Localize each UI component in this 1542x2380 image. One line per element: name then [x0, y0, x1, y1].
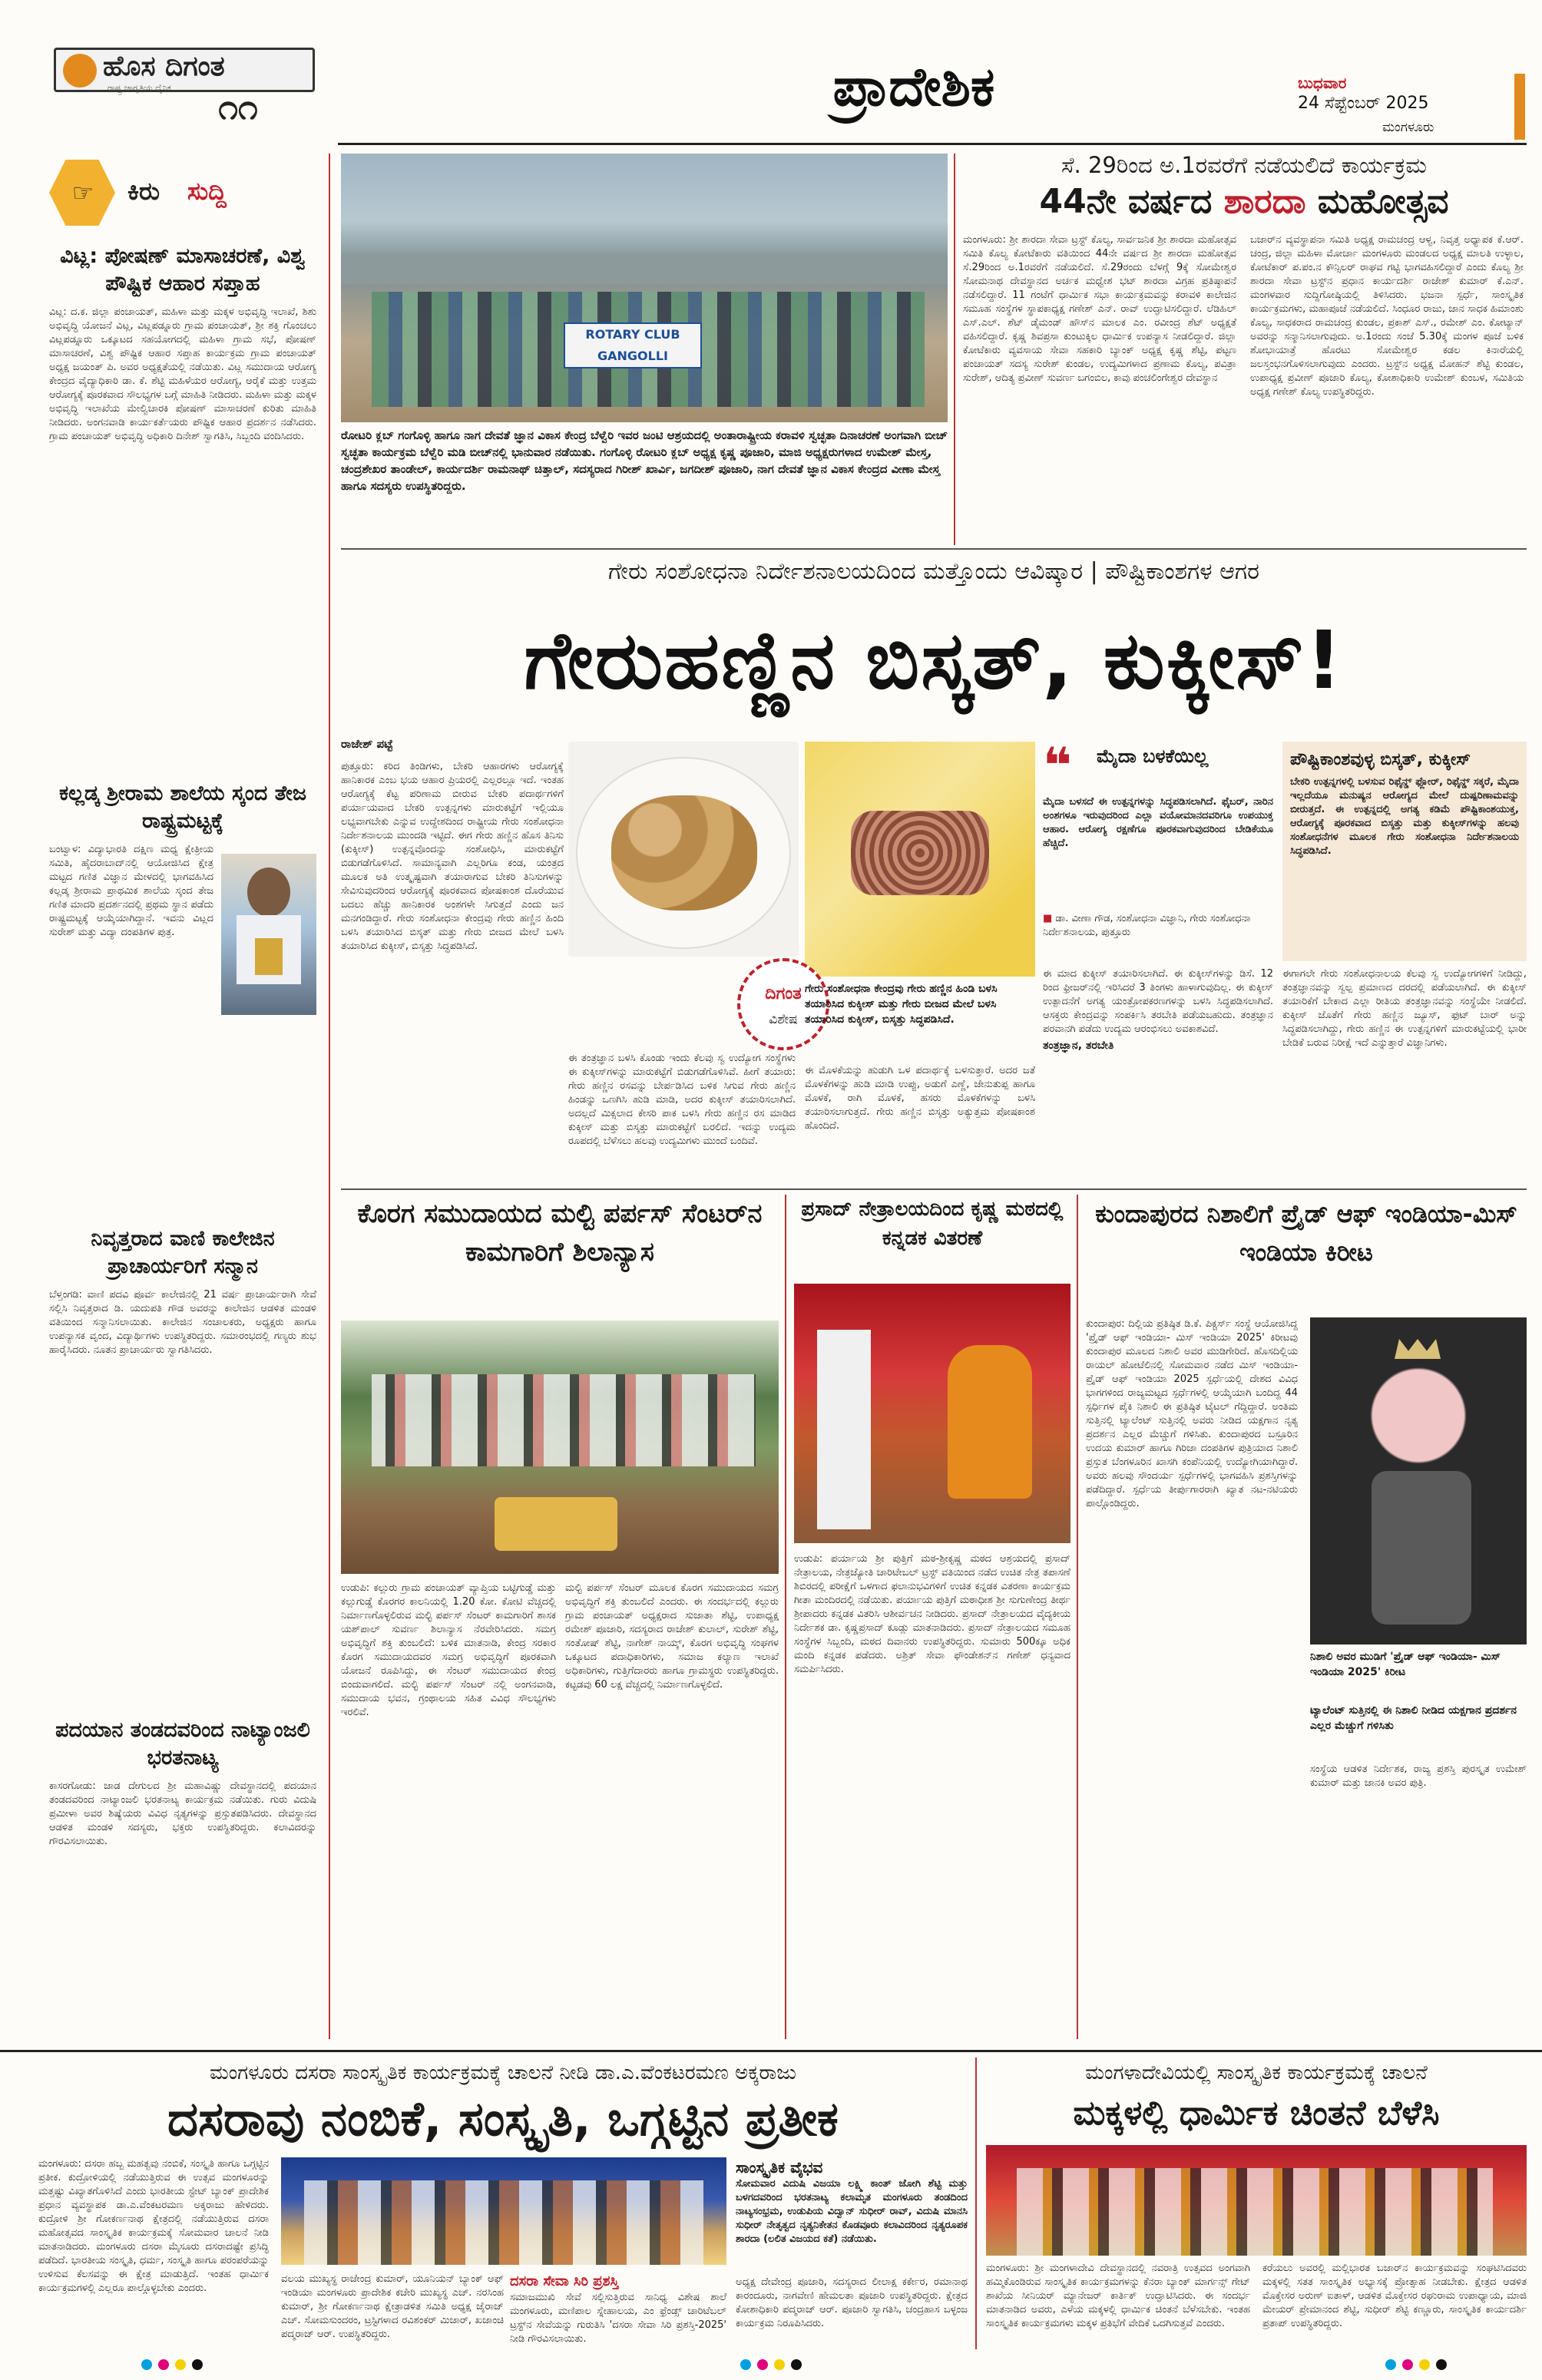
magenta-dot: [757, 2359, 768, 2370]
brand-name: ಹೊಸ ದಿಗಂತ: [103, 51, 225, 82]
biscuit-body-4: ಈ ಮಾದ ಕುಕ್ಕೀಸ್ ತಯಾರಿಸಲಾಗಿದೆ. ಈ ಕುಕ್ಕೀಸ್‌ಗಳನ್ನು ಡಿಸೆ. 12 ರಿಂದ ಫ್ರೀಜರ್‌ನಲ್ಲಿ ಇರಿಸಿದರೆ 3 ತಿಂಗಳು ಹಾಳಾಗುವುದಿಲ್ಲ. ಈ ಕುಕ್ಕೀಸ್ ಉತ್ಪಾದನೆಗೆ ಅಗತ್ಯ ಯಂತ್ರೋಪಕರಣಗಳನ್ನು ಬಳಸಿ ಸಿದ್ಧಪಡಿಸಲಾಗಿದೆ. ಆಸಕ್ತರು ಕೇಂದ್ರವನ್ನು ಸಂಪರ್ಕಿಸಿ ತರಬೇತಿ ಪಡೆಯಬಹುದು. ತಂತ್ರಜ್ಞಾನ ಪರವಾನಗಿ ಪಡೆದು ಉದ್ಯಮ ಆರಂಭಿಸಲು ಅವಕಾಶವಿದೆ. ತಂತ್ರಜ್ಞಾನ, ತರಬೇತಿ: [1043, 968, 1273, 1052]
guests-on-stage: [1017, 2168, 1493, 2256]
digantha-special-badge: ದಿಗಂತ ವಿಶೇಷ: [737, 958, 829, 1050]
official-figure: [817, 1330, 871, 1529]
yellow-dot: [175, 2359, 186, 2370]
miss-india-caption-1: ನಿಶಾಲಿ ಅವರ ಮುಡಿಗೆ 'ಪ್ರೈಡ್ ಆಫ್ ಇಂಡಿಯಾ- ಮಿಸ್ ಇಂಡಿಯಾ 2025' ಕಿರೀಟ: [1310, 1651, 1501, 1678]
koraga-title: ಕೊರಗ ಸಮುದಾಯದ ಮಲ್ಟಿ ಪರ್ಪಸ್ ಸೆಂಟರ್‌ನ ಕಾಮಗಾರಿಗೆ ಶಿಲಾನ್ಯಾಸ: [357, 1198, 763, 1268]
miss-india-title: ಕುಂದಾಪುರದ ನಿಶಾಲಿಗೆ ಪ್ರೈಡ್ ಆಫ್ ಇಂಡಿಯಾ-ಮಿಸ್ ಇಂಡಿಯಾ ಕಿರೀಟ: [1095, 1199, 1517, 1267]
mangaladevi-body-2: ಕರೆಯಲು ಅವರಲ್ಲಿ ಮಲ್ಲಿಭಾರತ ಬಜಾರ್‌ನ ಕಾರ್ಯಕ್ರಮವನ್ನು ಸಂಘಟಿಸಿದವರು ಮಕ್ಕಳಲ್ಲಿ ಸತತ ಸಾಂಸ್ಕೃತಿಕ ಅಭ್ಯಾಸಕ್ಕೆ ಪ್ರೋತ್ಸಾಹ ನೀಡಬೇಕು. ಕ್ಷೇತ್ರದ ಆಡಳಿತ ಮೊಕ್ತೇಸರ ಅರುಣ್ ಐತಾಳ್, ಆಡಳಿತ ಮೊಕ್ತೇಸರ ರಘುರಾಮ ಉಪಾಧ್ಯಾಯ, ಮಾಜಿ ಮೇಯರ್ ಪ್ರೇಮಾನಂದ ಶೆಟ್ಟಿ, ಸುಧೀರ್ ಶೆಟ್ಟಿ ಕಣ್ಣೂರು, ಸಾಂಸ್ಕೃತಿಕ ಕಾರ್ಯದರ್ಶಿ ಪ್ರತಾಪ್ ಉಪಸ್ಥಿತರಿದ್ದರು.: [1262, 2263, 1527, 2329]
rotary-caption: ರೋಟರಿ ಕ್ಲಬ್ ಗಂಗೊಳ್ಳಿ ಹಾಗೂ ನಾಗ ದೇವತೆ ಜ್ಞಾನ ವಿಕಾಸ ಕೇಂದ್ರ ಬೆಳ್ವೆರಿ ಇವರ ಜಂಟಿ ಆಶ್ರಯದಲ್ಲಿ ಅಂತಾರಾಷ್ಟ್ರೀಯ ಕರಾವಳಿ ಸ್ವಚ್ಛತಾ ದಿನಾಚರಣೆ ಅಂಗವಾಗಿ ಬೀಚ್ ಸ್ವಚ್ಛತಾ ಕಾರ್ಯಕ್ರಮ ಬೆಳ್ವೆರಿ ಮಡಿ ಬೀಚ್‌ನಲ್ಲಿ ಭಾನುವಾರ ನಡೆಯಿತು. ಗಂಗೊಳ್ಳಿ ರೋಟರಿ ಕ್ಲಬ್ ಅಧ್ಯಕ್ಷ ಕೃಷ್ಣ ಪೂಜಾರಿ, ಮಾಜಿ ಅಧ್ಯಕ್ಷರುಗಳಾದ ಉಮೇಶ್ ಮೇಸ್ತ, ಚಂದ್ರಶೇಖರ ತಾಂಡೇಲ್, ಕಾರ್ಯದರ್ಶಿ ರಾಮನಾಥ್ ಚಿತ್ತಾಲ್, ಸದಸ್ಯರಾದ ಗಿರೀಶ್ ಖಾರ್ವಿ, ಜಗದೀಶ್ ಪೂಜಾರಿ, ನಾಗ ದೇವತೆ ಜ್ಞಾನ ವಿಕಾಸ ಕೇಂದ್ರದ ವೀಣಾ ಮೇಸ್ತ ಹಾಗೂ ಸದಸ್ಯರು ಉಪಸ್ಥಿತರಿದ್ದರು.: [341, 428, 948, 493]
dasara-award: ದಸರಾ ಸೇವಾ ಸಿರಿ ಪ್ರಶಸ್ತಿ ಸಮಾಜಮುಖಿ ಸೇವೆ ಸಲ್ಲಿಸುತ್ತಿರುವ ಸಾನಿಧ್ಯ ವಿಶೇಷ ಶಾಲೆ ಮಂಗಳೂರು, ಮಣಿಪಾಲ ಸ್ನೇಹಾಲಯ, ಎಂ ಫ್ರೆಂಡ್ಸ್ ಚಾರಿಟೆಬಲ್ ಟ್ರಸ್ಟ್‌ನ ಸೇವೆಯನ್ನು ಗುರುತಿಸಿ 'ದಸರಾ ಸೇವಾ ಸಿರಿ ಪ್ರಶಸ್ತಿ-2025' ನೀಡಿ ಗೌರವಿಸಲಾಯಿತು.: [510, 2273, 726, 2345]
prasad-story: [794, 1195, 1070, 2039]
sharada-title: 44ನೇ ವರ್ಷದ ಶಾರದಾ ಮಹೋತ್ಸವ: [1039, 182, 1449, 221]
kirusuddi-column: [38, 150, 324, 2041]
dasara-body-4: ಅಧ್ಯಕ್ಷ ದೇವೇಂದ್ರ ಪೂಜಾರಿ, ಸದಸ್ಯರಾದ ಲೀಲಾಕ್ಷ ಕರ್ಕೇರ, ರಮಾನಾಥ ಕಾರಂದೂರು, ನಾಗವೇಣಿ ಹೇಮಲತಾ ಪೂಜಾರಿ ಉಪಸ್ಥಿತರಿದ್ದರು. ಕ್ಷೇತ್ರದ ಕೋಶಾಧಿಕಾರಿ ಪದ್ಮರಾಜ್ ಆರ್. ಪೂಜಾರಿ ಸ್ವಾಗತಿಸಿ, ಚಂದ್ರಹಾಸ ಬಳ್ಳಂಜ ಕಾರ್ಯಕ್ರಮ ನಿರೂಪಿಸಿದರು.: [736, 2276, 968, 2329]
column-rule: [954, 154, 955, 545]
biscuit-body-3: ಈ ಮೊಳಕೆಯನ್ನು ಹುಡುಗಿ ಒಳ ಪದಾರ್ಥಕ್ಕೆ ಬಳಸುತ್ತಾರೆ. ಅದರ ಜತೆ ಮೊಳಕೆಗಳನ್ನು ಹುಡಿ ಮಾಡಿ ಉಪ್ಪು, ಅಡುಗೆ ಎಣ್ಣೆ, ಜೇನುತುಪ್ಪ ಹಾಗೂ ಮೊಳಕೆ, ರಾಗಿ ಮೊಳಕೆ, ಹಸರು ಮೊಳಕೆಗಳನ್ನು ಬಳಸಿ ತಯಾರಿಸಲಾಗುತ್ತದೆ. ಗೇರು ಹಣ್ಣಿನ ಬಿಸ್ಕತ್ತು ಅತ್ಯುತ್ತಮ ಪೋಷಕಾಂಶ ಹೊಂದಿದೆ.: [805, 1065, 1035, 1132]
masthead-day: ಬುಧವಾರ: [1298, 74, 1347, 92]
seer-figure: [948, 1345, 1032, 1499]
prasad-title: ಪ್ರಸಾದ್ ನೇತ್ರಾಲಯದಿಂದ ಕೃಷ್ಣ ಮಠದಲ್ಲಿ ಕನ್ನಡಕ ವಿತರಣೆ: [801, 1198, 1064, 1250]
mangaladevi-body-1: ಮಂಗಳೂರು: ಶ್ರೀ ಮಂಗಳಾದೇವಿ ದೇವಸ್ಥಾನದಲ್ಲಿ ನವರಾತ್ರಿ ಉತ್ಸವದ ಅಂಗವಾಗಿ ಹಮ್ಮಿಕೊಂಡಿರುವ ಸಾಂಸ್ಕೃತಿಕ ಕಾರ್ಯಕ್ರಮಗಳನ್ನು ಕೆನರಾ ಬ್ಯಾಂಕ್ ಮಾರ್ಗನ್ಸ್ ಗೇಟ್ ಶಾಖೆಯ ಸೀನಿಯರ್ ಮ್ಯಾನೇಜರ್ ಕಾರ್ತಿಕ್ ಉದ್ಘಾಟಿಸಿದರು. ಈ ಸಂದರ್ಭ ಮಾತನಾಡಿದ ಅವರು, ಎಳೆಯ ಮಕ್ಕಳಲ್ಲಿ ಧಾರ್ಮಿಕ ಚಿಂತನೆ ಬೆಳೆಸಬೇಕು. ಇಂತಹ ಸಾಂಸ್ಕೃತಿಕ ಕಾರ್ಯಕ್ರಮಗಳು ಮಕ್ಕಳ ಪ್ರತಿಭೆಗೆ ವೇದಿಕೆ ಒದಗಿಸುತ್ತವೆ ಎಂದರು.: [986, 2263, 1250, 2329]
black-dot: [192, 2359, 203, 2370]
column-rule: [329, 154, 330, 2039]
section-rule: [0, 2050, 1542, 2052]
brief-skanda: [49, 780, 316, 1225]
column-rule: [975, 2058, 977, 2349]
biscuit-body-1: ಪುತ್ತೂರು: ಕರಿದ ತಿಂಡಿಗಳು, ಬೇಕರಿ ಆಹಾರಗಳು ಆರೋಗ್ಯಕ್ಕೆ ಹಾನಿಕಾರಕ ಎಂಬ ಭಯ ಆಹಾರ ಪ್ರಿಯರಲ್ಲಿ ಎಲ್ಲರಲ್ಲೂ ಇದೆ. ಇಂತಹ ಆರೋಗ್ಯಕ್ಕೆ ಕೆಟ್ಟ ಪರಿಣಾಮ ಬೀರುವ ಬೇಕರಿ ಪದಾರ್ಥಗಳಿಗೆ ಪರ್ಯಾಯವಾದ ಬೇಕರಿ ಉತ್ಪನ್ನಗಳು ಮಾರುಕಟ್ಟೆಗೆ ಇಲ್ಲಿಯೂ ಲಭ್ಯವಾಗಬೇಕು ಎನ್ನುವ ಉದ್ದೇಶದಿಂದ ರಾಷ್ಟ್ರೀಯ ಗೇರು ಸಂಶೋಧನಾ ನಿರ್ದೇಶನಾಲಯ ಮುಂದಡಿ ಇಟ್ಟಿದೆ. ಈಗ ಗೇರು ಹಣ್ಣಿನ ಹೊಸ ತಿನಿಸು (ಕುಕ್ಕೀಸ್) ಉತ್ಪನ್ನವೊಂದನ್ನು ಸಂಶೋಧಿಸಿ, ಮಾರುಕಟ್ಟೆಗೆ ಬಿಡುಗಡೆಗೊಳಿಸಿದೆ. ಸಾಮಾನ್ಯವಾಗಿ ಎಲ್ಲರಿಗೂ ಕಂಡ, ಯಂತ್ರದ ಮೂಲಕ ಅತಿ ಉತ್ಕೃಷ್ಟವಾಗಿ ತಯಾರಾಗುವ ಬೇಕರಿ ತಿನಿಸುಗಳನ್ನು ಸೇವಿಸುವುದರಿಂದ ಆರೋಗ್ಯಕ್ಕೆ ಪೂರಕವಾದ ಪೋಷಕಾಂಶ ದೊರೆಯುವ ಬದಲು ಹೆಚ್ಚು ಹಾನಿಕಾರಕ ಅಂಶಗಳೇ ಸಿಗುತ್ತದೆ ಎಂದು ಜನ ಮನಗಂಡಿದ್ದಾರೆ. ಗೇರು ಸಂಶೋಧನಾ ಕೇಂದ್ರವು ಗೇರು ಹಣ್ಣಿನ ಹಿಂದಿ ಬಳಸಿ ತಯಾರಿಸಿದ ಬಿಸ್ಕತ್ ಮತ್ತು ಗೇರು ಬೀಜದ ಮೇಲೆ ಬಳಸಿ ತಯಾರಿಸಿದ ಕುಕ್ಕೀಸ್, ಬಿಸ್ಕತ್ತು ಸಿದ್ಧಪಡಿಸಿದೆ.: [341, 761, 564, 952]
ritual-area: [495, 1497, 617, 1551]
brief-title: ಪದಯಾನ ತಂಡದವರಿಂದ ನಾಟ್ಯಾಂಜಲಿ ಭರತನಾಟ್ಯ: [55, 1718, 310, 1770]
yellow-dot: [774, 2359, 785, 2370]
biscuit-body-2: ಈ ತಂತ್ರಜ್ಞಾನ ಬಳಸಿ ಕೊಂಡು ಇಂದು ಕೆಲವು ಸ್ವ ಉದ್ಯೋಗ ಸಂಸ್ಥೆಗಳು ಈ ಕುಕ್ಕೀಸ್‌ಗಳನ್ನು ಮಾರುಕಟ್ಟೆಗೆ ಬಿಡುಗಡೆಗೊಳಿಸಿವೆ. ಹೀಗೆ ತಯಾರು: ಗೇರು ಹಣ್ಣಿನ ರಸವನ್ನು ಬೇರ್ಪಡಿಸಿದ ಬಳಿಕ ಸಿಗುವ ಗೇರು ಹಣ್ಣಿನ ಹಿಂಡನ್ನು ಒಣಗಿಸಿ ಹುಡಿ ಮಾಡಿ, ಅದರ ಕುಕ್ಕೀಸ್ ತಯಾರಿಸಲಾಗಿದೆ. ಅದಲ್ಲದೆ ಮಿಕ್ಸಲಾದ ಕೇಸರಿ ಪಾಕ ಬಳಸಿ ಗೇರು ಹಣ್ಣಿನ ರಸ ಮಾಡಿದ ಕುಕ್ಕೀಸ್ ಮತ್ತು ಬಿಸ್ಕತ್ತು ಮಾರುಕಟ್ಟೆಗೆ ಬರಲಿದೆ. ಇದನ್ನು ಉದ್ಯಮ ರೂಪದಲ್ಲಿ ಬೆಳೆಸಲು ಹಲವು ಉದ್ಯಮಿಗಳು ಮುಂದೆ ಬಂದಿವೆ.: [568, 1053, 796, 1147]
section-rule: [341, 548, 1527, 550]
brief-vitla: [49, 243, 316, 780]
prasad-body: ಉಡುಪಿ: ಪರ್ಯಾಯ ಶ್ರೀ ಪುತ್ತಿಗೆ ಮಠ-ಶ್ರೀಕೃಷ್ಣ ಮಠದ ಆಶ್ರಯದಲ್ಲಿ ಪ್ರಸಾದ್ ನೇತ್ರಾಲಯ, ನೇತ್ರಜ್ಯೋತಿ ಚಾರಿಟೇಬಲ್ ಟ್ರಸ್ಟ್ ವತಿಯಿಂದ ನಡೆದ ಉಚಿತ ನೇತ್ರ ತಪಾಸಣೆ ಶಿಬಿರದಲ್ಲಿ ಪರೀಕ್ಷೆಗೆ ಒಳಗಾದ ಫಲಾನುಭವಿಗಳಿಗೆ ಉಚಿತ ಕನ್ನಡಕ ವಿತರಣಾ ಕಾರ್ಯಕ್ರಮ ಗೀತಾ ಮಂದಿರದಲ್ಲಿ ನಡೆಯಿತು. ಪರ್ಯಾಯ ಪುತ್ತಿಗೆ ಮಠಾಧೀಶ ಶ್ರೀ ಸುಗುಣೇಂದ್ರ ತೀರ್ಥ ಶ್ರೀಪಾದರು ಕನ್ನಡಕ ವಿತರಿಸಿ ಆಶೀರ್ವಚನ ನೀಡಿದರು. ಪ್ರಸಾದ್ ನೇತ್ರಾಲಯದ ವೈದ್ಯಕೀಯ ನಿರ್ದೇಶಕ ಡಾ. ಕೃಷ್ಣಪ್ರಸಾದ್ ಕೂಡ್ಲು ಮಾತನಾಡಿದರು. ಪ್ರಸಾದ್ ನೇತ್ರಾಲಯದ ಸಮೂಹ ಸಂಸ್ಥೆಗಳ ಸಿಬ್ಬಂದಿ, ಮಠದ ದಿವಾನರು ಉಪಸ್ಥಿತರಿದ್ದರು. ಸುಮಾರು 500ಕ್ಕೂ ಅಧಿಕ ಮಂದಿ ಕನ್ನಡಕ ಪಡೆದರು. ಅಶ್ರಿತ್ ಸೇವಾ ಫೌಂಡೇಶನ್‌ನ ಗಣೇಶ್ ಧನ್ಯವಾದ ಸಮರ್ಪಿಸಿದರು.: [794, 1553, 1070, 1675]
brief-title: ವಿಟ್ಲ: ಪೋಷಣ್ ಮಾಸಾಚರಣೆ, ವಿಶ್ವ ಪೌಷ್ಟಿಕ ಆಹಾರ ಸಪ್ತಾಹ: [60, 244, 306, 296]
brief-title: ಕಲ್ಲಡ್ಕ ಶ್ರೀರಾಮ ಶಾಲೆಯ ಸ್ಕಂದ ತೇಜ ರಾಷ್ಟ್ರಮಟ್ಟಕ್ಕೆ: [58, 782, 307, 833]
roll-cookies: [851, 811, 989, 895]
mangaladevi-title: ಮಕ್ಕಳಲ್ಲಿ ಧಾರ್ಮಿಕ ಚಿಂತನೆ ಬೆಳೆಸಿ: [1073, 2094, 1440, 2133]
kirusuddi-label-b: ಸುದ್ದಿ: [187, 177, 227, 206]
brief-body: ಬಂಟ್ವಾಳ: ವಿದ್ಯಾಭಾರತಿ ದಕ್ಷಿಣ ಮಧ್ಯ ಕ್ಷೇತ್ರೀಯ ಸಮಿತಿ, ಹೈದರಾಬಾದ್‌ನಲ್ಲಿ ಆಯೋಜಿಸಿದ ಕ್ಷೇತ್ರ ಮಟ್ಟದ ಗಣಿತ ವಿಜ್ಞಾನ ಮೇಳದಲ್ಲಿ ಭಾಗವಹಿಸಿದ ಕಲ್ಲಡ್ಕ ಶ್ರೀರಾಮ ಪ್ರಾಥಮಿಕ ಶಾಲೆಯ ಸ್ಕಂದ ತೇಜ ಗಣಿತ ಮಾದರಿ ಪ್ರದರ್ಶನದಲ್ಲಿ ಪ್ರಥಮ ಸ್ಥಾನ ಪಡೆದು ರಾಷ್ಟ್ರಮಟ್ಟಕ್ಕೆ ಆಯ್ಕೆಯಾಗಿದ್ದಾನೆ. ಇವನು ವಿಟ್ಲದ ಸುರೇಶ್ ಮತ್ತು ವಿದ್ಯಾ ದಂಪತಿಗಳ ಪುತ್ರ.: [49, 844, 213, 938]
masthead: [0, 0, 1542, 161]
magenta-dot: [1402, 2359, 1413, 2370]
biscuit-byline: ರಾಜೇಶ್ ಪಟ್ಟೆ: [341, 737, 393, 751]
registration-dots-left: [138, 2359, 215, 2374]
kirusuddi-label-a: ಕಿರು: [127, 177, 160, 206]
dasara-body-2: ವಲಯ ಮುಖ್ಯಸ್ಥ ರಾಜೇಂದ್ರ ಕುಮಾರ್, ಯೂನಿಯನ್ ಬ್ಯಾಂಕ್ ಆಫ್ ಇಂಡಿಯಾ ಮಂಗಳೂರು ಪ್ರಾದೇಶಿಕ ಕಚೇರಿ ಮುಖ್ಯಸ್ಥ ಎಚ್. ನರಸಿಂಹ ಕುಮಾರ್, ಶ್ರೀ ಗೋಕರ್ಣನಾಥ ಕ್ಷೇತ್ರಾಡಳಿತ ಸಮಿತಿ ಅಧ್ಯಕ್ಷ ಜೈರಾಜ್ ಎಚ್. ಸೋಮಸುಂದರಂ, ಟ್ರಸ್ಟಿಗಳಾದ ರವಿಶಂಕರ್ ಮಿಜಾರ್, ಖಜಾಂಚಿ ಪದ್ಮರಾಜ್ ಆರ್. ಉಪಸ್ಥಿತರಿದ್ದರು.: [281, 2273, 504, 2340]
sharada-story: [963, 150, 1525, 550]
student-photo: [221, 854, 316, 1015]
cookie-pile: [611, 795, 757, 911]
section-rule: [341, 1188, 1527, 1190]
mangaladevi-kicker: ಮಂಗಳಾದೇವಿಯಲ್ಲಿ ಸಾಂಸ್ಕೃತಿಕ ಕಾರ್ಯಕ್ರಮಕ್ಕೆ ಚಾಲನೆ: [1085, 2061, 1428, 2084]
dasara-title: ದಸರಾವು ನಂಬಿಕೆ, ಸಂಸ್ಕೃತಿ, ಒಗ್ಗಟ್ಟಿನ ಪ್ರತೀಕ: [167, 2091, 839, 2147]
crowd: [372, 1374, 756, 1466]
rotary-banner: ROTARY CLUB GANGOLLI: [564, 322, 702, 369]
kirusuddi-header: ☞ ಕಿರು ಸುದ್ದಿ: [49, 155, 310, 232]
black-dot: [1436, 2359, 1447, 2370]
biscuit-rolls-photo: [805, 742, 1035, 977]
brief-vani-college: [49, 1225, 316, 1701]
masthead-accent-bar: [1514, 74, 1525, 140]
cyan-dot: [141, 2359, 152, 2370]
koraga-body-2: ಮಲ್ಟಿ ಪರ್ಪಸ್ ಸೆಂಟರ್ ಮೂಲಕ ಕೊರಗ ಸಮುದಾಯದ ಸಮಗ್ರ ಅಭಿವೃದ್ಧಿಗೆ ಶಕ್ತಿ ತುಂಬಲಿದೆ ಎಂದರು. ಈ ಸಂದರ್ಭದಲ್ಲಿ ಕಲ್ಲುರು ಗ್ರಾಮ ಪಂಚಾಯತ್ ಅಧ್ಯಕ್ಷರಾದ ಸುಜಾತಾ ಶೆಟ್ಟಿ, ಉಪಾಧ್ಯಕ್ಷ ರಮೇಶ್ ಪೂಜಾರಿ, ಸದಸ್ಯರಾದ ರಾಜೇಶ್ ಕುಲಾಲ್, ಸುರೇಶ್ ಶೆಟ್ಟಿ, ಸಂತೋಷ್ ಶೆಟ್ಟಿ, ನಾಗೇಶ್ ನಾಯ್ಕ್, ಕೊರಗ ಅಭಿವೃದ್ಧಿ ಸಂಘಗಳ ಒಕ್ಕೂಟದ ಪದಾಧಿಕಾರಿಗಳು, ಸಮಾಜ ಕಲ್ಯಾಣ ಇಲಾಖೆ ಅಧಿಕಾರಿಗಳು, ಗುತ್ತಿಗೆದಾರರು ಹಾಗೂ ಗ್ರಾಮಸ್ಥರು ಉಪಸ್ಥಿತರಿದ್ದರು. ಕಟ್ಟಡವು 60 ಲಕ್ಷ ವೆಚ್ಚದಲ್ಲಿ ನಿರ್ಮಾಣಗೊಳ್ಳಲಿದೆ.: [565, 1582, 779, 1691]
sharada-kicker: ಸೆ. 29ರಿಂದ ಅ.1ರವರೆಗೆ ನಡೆಯಲಿದೆ ಕಾರ್ಯಕ್ರಮ: [1061, 152, 1427, 178]
maida-box: ❝ ಮೈದಾ ಬಳಕೆಯಿಲ್ಲ ಮೈದಾ ಬಳಸದೆ ಈ ಉತ್ಪನ್ನಗಳನ್ನು ಸಿದ್ಧಪಡಿಸಲಾಗಿದೆ. ಫೈಬರ್, ನಾರಿನ ಅಂಶಗಳೂ ಇರುವುದರಿಂದ ಎಲ್ಲಾ ವಯೋಮಾನದವರಿಗೂ ಉಪಯುಕ್ತ ಆಹಾರ. ಆರೋಗ್ಯ ರಕ್ಷಣೆಗೂ ಪೂರಕವಾಗುವುದರಿಂದ ಬೇಡಿಕೆಯೂ ಹೆಚ್ಚಿದೆ. ■ ಡಾ. ವೀಣಾ ಗೌಡ, ಸಂಶೋಧನಾ ವಿಜ್ಞಾನಿ, ಗೇರು ಸಂಶೋಧನಾ ನಿರ್ದೇಶನಾಲಯ, ಪುತ್ತೂರು: [1043, 742, 1273, 961]
lamp-icon: [63, 54, 97, 88]
koraga-body-1: ಉಡುಪಿ: ಕಲ್ಲುರು ಗ್ರಾಮ ಪಂಚಾಯತ್ ವ್ಯಾಪ್ತಿಯ ಬಟ್ಟಿಗುಡ್ಡೆ ಮತ್ತು ಕಲ್ಲುಗುಡ್ಡೆ ಕೊರಗರ ಕಾಲನಿಯಲ್ಲಿ 1.20 ಕೋ. ಕೋಟಿ ವೆಚ್ಚದಲ್ಲಿ ನಿರ್ಮಾಣಗೊಳ್ಳಲಿರುವ ಮಲ್ಟಿ ಪರ್ಪಸ್ ಸೆಂಟರ್ ಕಾಮಗಾರಿಗೆ ಶಾಸಕ ಯಶ್‌ಪಾಲ್ ಸುವರ್ಣ ಶಿಲಾನ್ಯಾಸ ನೆರವೇರಿಸಿದರು. ಸಮಗ್ರ ಅಭಿವೃದ್ಧಿಗೆ ಶಕ್ತಿ ತುಂಬಲಿದೆ: ಬಳಿಕ ಮಾತನಾಡಿ, ಕೇಂದ್ರ ಸರಕಾರ ಕೊರಗ ಸಮುದಾಯದವರ ಸಮಗ್ರ ಅಭಿವೃದ್ಧಿಗೆ ಪೂರಕವಾಗಿ ಯೋಜನೆ ರೂಪಿಸಿದ್ದು, ಈ ಸೆಂಟರ್ ಸಮುದಾಯದ ಕೇಂದ್ರ ಬಿಂದುವಾಗಲಿದೆ. ಮಲ್ಟಿ ಪರ್ಪಸ್ ಸೆಂಟರ್ ನಲ್ಲಿ ಅಂಗನವಾಡಿ, ಸಮುದಾಯ ಭವನ, ಗ್ರಂಥಾಲಯ ಸಹಿತ ವಿವಿಧ ಸೌಲಭ್ಯಗಳು ಇರಲಿವೆ.: [341, 1582, 556, 1718]
black-dot: [791, 2359, 802, 2370]
brief-body: ವಿಟ್ಲ: ದ.ಕ. ಜಿಲ್ಲಾ ಪಂಚಾಯತ್, ಮಹಿಳಾ ಮತ್ತು ಮಕ್ಕಳ ಅಭಿವೃದ್ಧಿ ಇಲಾಖೆ, ಶಿಶು ಅಭಿವೃದ್ಧಿ ಯೋಜನೆ ವಿಟ್ಲ, ವಿಟ್ಲಪಡ್ನೂರು ಗ್ರಾಮ ಪಂಚಾಯತ್, ಶ್ರೀ ಶಕ್ತಿ ಗೊಂಚಲು ವಿಟ್ಲಪಡ್ನೂರು ಒಕ್ಕೂಟದ ಸಹಯೋಗದಲ್ಲಿ ಮಹಿಳಾ ಗ್ರಾಮ ಸಭೆ, ಪೋಷಣ್ ಮಾಸಾಚರಣೆ, ವಿಶ್ವ ಪೌಷ್ಟಿಕ ಆಹಾರ ಸಪ್ತಾಹ ಕಾರ್ಯಕ್ರಮ ಗ್ರಾಮ ಪಂಚಾಯತ್ ಅಧ್ಯಕ್ಷ ಜಯಂತ್ ಪಿ. ಅವರ ಅಧ್ಯಕ್ಷತೆಯಲ್ಲಿ ನಡೆಯಿತು. ವಿಟ್ಲ ಸಮುದಾಯ ಆರೋಗ್ಯ ಕೇಂದ್ರದ ವೈದ್ಯಾಧಿಕಾರಿ ಡಾ. ಕೆ. ಶೆಟ್ಟಿ ಮಹಿಳೆಯರ ಆರೋಗ್ಯ, ಆರೈಕೆ ಮತ್ತು ಉತ್ತಮ ಆರೋಗ್ಯಕ್ಕೆ ಪೂರಕವಾದ ಸೌಲಭ್ಯಗಳ ಬಗ್ಗೆ ಮಾಹಿತಿ ನೀಡಿದರು. ಮಹಿಳಾ ಮತ್ತು ಮಕ್ಕಳ ಅಭಿವೃದ್ಧಿ ಇಲಾಖೆಯ ಮೇಲ್ವಿಚಾರಕಿ ಪೋಷಣ್ ಮಾಸಾಚರಣೆ ಕುರಿತು ಮಾಹಿತಿ ನೀಡಿದರು. ಅಂಗನವಾಡಿ ಕಾರ್ಯಕರ್ತೆಯರು ಪೌಷ್ಟಿಕ ಆಹಾರ ಪ್ರದರ್ಶನ ನಡೆಸಿದರು. ಗ್ರಾಮ ಪಂಚಾಯತ್ ಅಭಿವೃದ್ಧಿ ಅಧಿಕಾರಿ ದಿನೇಶ್ ಸ್ವಾಗತಿಸಿ, ಸಿಬ್ಬಂದಿ ವಂದಿಸಿದರು.: [49, 306, 316, 442]
cyan-dot: [740, 2359, 751, 2370]
miss-india-body-1: ಕುಂದಾಪುರ: ದಿಲ್ಲಿಯ ಪ್ರತಿಷ್ಠಿತ ಡಿ.ಕೆ. ಪಿಕ್ಚರ್ಸ್ ಸಂಸ್ಥೆ ಆಯೋಜಿಸಿದ್ದ 'ಪ್ರೈಡ್ ಆಫ್ ಇಂಡಿಯಾ- ಮಿಸ್ ಇಂಡಿಯಾ 2025' ಕಿರೀಟವು ಕುಂದಾಪುರ ಮೂಲದ ನಿಶಾಲಿ ಅವರ ಮುಡಿಗೇರಿದೆ. ಹೊಸದಿಲ್ಲಿಯ ರಾಯಲ್ ಹೋಟೆಲಿನಲ್ಲಿ ಸೋಮವಾರ ನಡೆದ ಮಿಸ್ ಇಂಡಿಯಾ-ಪ್ರೈಡ್ ಆಫ್ ಇಂಡಿಯಾ 2025 ಸ್ಪರ್ಧೆಯಲ್ಲಿ ದೇಶದ ವಿವಿಧ ಭಾಗಗಳಿಂದ ರಾಜ್ಯಮಟ್ಟದ ಸ್ಪರ್ಧೆಗಳಲ್ಲಿ ಆಯ್ಕೆಯಾಗಿ ಬಂದಿದ್ದ 44 ಸ್ಪರ್ಧಿಗಳ ಪೈಕಿ ನಿಶಾಲಿ ಈ ಪ್ರತಿಷ್ಠಿತ ಟೈಟಲ್ ಗೆದ್ದಿದ್ದಾರೆ. ಅಂತಿಮ ಸುತ್ತಿನಲ್ಲಿ ಟ್ಯಾಲೆಂಟ್ ಸುತ್ತಿನಲ್ಲಿ ಅವರು ನೀಡಿದ ಯಕ್ಷಗಾನ ನೃತ್ಯ ಪ್ರದರ್ಶನ ಎಲ್ಲರ ಮೆಚ್ಚುಗೆ ಗಳಿಸಿತು. ಕುಂದಾಪುರದ ಬಸ್ರೂರಿನ ಉದಯ ಕುಮಾರ್ ಹಾಗೂ ಗಿರಿಜಾ ದಂಪತಿಗಳ ಪುತ್ರಿಯಾದ ನಿಶಾಲಿ ಪ್ರಸ್ತುತ ಬೆಂಗಳೂರಿನ ಖಾಸಗಿ ಕಂಪೆನಿಯಲ್ಲಿ ಉದ್ಯೋಗಿಯಾಗಿದ್ದಾರೆ. ಅವರು ಹಲವು ಸೌಂದರ್ಯ ಸ್ಪರ್ಧೆಗಳಲ್ಲಿ ಭಾಗವಹಿಸಿ ಪ್ರಶಸ್ತಿಗಳನ್ನು ಪಡೆದಿದ್ದಾರೆ. ಸ್ಪರ್ಧೆಯ ತೀರ್ಪುಗಾರರಾಗಿ ಖ್ಯಾತ ನಟ-ನಟಿಯರು ಪಾಲ್ಗೊಂಡಿದ್ದರು.: [1086, 1318, 1298, 1509]
registration-dots-center: [737, 2359, 814, 2374]
foundation-ceremony-photo: [341, 1321, 779, 1574]
masthead-rule: [338, 143, 1527, 145]
page-number: ೧೧: [218, 86, 258, 127]
section-title: ಪ್ರಾದೇಶಿಕ: [832, 55, 995, 118]
biscuit-body-5: ಈಗಾಗಲೇ ಗೇರು ಸಂಶೋಧನಾಲಯ ಕೆಲವು ಸ್ವ ಉದ್ಯೋಗಗಳಿಗೆ ನೀಡಿದ್ದು, ತಂತ್ರಜ್ಞಾನವನ್ನು ಸ್ವಲ್ಪ ಪ್ರಮಾಣದ ದರದಲ್ಲಿ ಪಡೆಯಲಾಗಿದೆ. ಈ ಕುಕ್ಕೀಸ್ ತಯಾರಿಕೆಗೆ ಬೇಕಾದ ಎಲ್ಲಾ ರೀತಿಯ ತಂತ್ರಜ್ಞಾನವನ್ನು ಸಂಸ್ಥೆಯೇ ನೀಡಲಿದೆ. ಕುಕ್ಕೀಸ್ ಜೊತೆಗೆ ಗೇರು ಹಣ್ಣಿನ ಜ್ಯೂಸ್, ಫುಟ್ ಬಾರ್ ಅನ್ನು ಸಿದ್ಧಪಡಿಸಲಾಗಿದ್ದು, ಗೇರು ಹಣ್ಣಿನ ಈ ಉತ್ಪನ್ನಗಳಿಗೆ ಮಾರುಕಟ್ಟೆಯಲ್ಲಿ ಭಾರೀ ಬೇಡಿಕೆ ಬರುವ ನಿರೀಕ್ಷೆ ಇದೆ ಎನ್ನುತ್ತಾರೆ ವಿಜ್ಞಾನಿಗಳು.: [1282, 968, 1527, 1049]
brief-natyanjali: [49, 1717, 316, 2039]
dasara-story: [38, 2058, 968, 2355]
nishali-crowned-photo: [1310, 1317, 1527, 1645]
brief-body: ಕಾಸರಗೋಡು: ಜಾಡ ದೇಗುಲದ ಶ್ರೀ ಮಹಾವಿಷ್ಣು ದೇವಸ್ಥಾನದಲ್ಲಿ ಪದಯಾನ ತಂಡದವರಿಂದ ನಾಟ್ಯಾಂಜಲಿ ಭರತನಾಟ್ಯ ಕಾರ್ಯಕ್ರಮ ನಡೆಯಿತು. ಗುರು ವಿದುಷಿ ಪ್ರಮೀಳಾ ಅವರ ಶಿಷ್ಯೆಯರು ವಿವಿಧ ನೃತ್ಯಗಳನ್ನು ಪ್ರಸ್ತುತಪಡಿಸಿದರು. ದೇವಸ್ಥಾನದ ಆಡಳಿತ ಮಂಡಳಿ ಸದಸ್ಯರು, ಭಕ್ತರು ಉಪಸ್ಥಿತರಿದ್ದರು. ಕಲಾವಿದರನ್ನು ಗೌರವಿಸಲಾಯಿತು.: [49, 1780, 316, 1847]
magenta-dot: [158, 2359, 169, 2370]
expert-signature: ■ ಡಾ. ವೀಣಾ ಗೌಡ, ಸಂಶೋಧನಾ ವಿಜ್ಞಾನಿ, ಗೇರು ಸಂಶೋಧನಾ ನಿರ್ದೇಶನಾಲಯ, ಪುತ್ತೂರು: [1043, 913, 1251, 938]
crown-icon: [1395, 1339, 1441, 1359]
beach-cleanup-photo: [341, 154, 948, 422]
miss-india-story: [1086, 1195, 1527, 2039]
temple-stage-photo: [986, 2145, 1527, 2256]
yellow-dot: [1419, 2359, 1430, 2370]
registration-dots-right: [1382, 2359, 1459, 2374]
miss-india-caption-2: ಟ್ಯಾಲೆಂಟ್ ಸುತ್ತಿನಲ್ಲಿ ಈ ನಿಶಾಲಿ ನೀಡಿದ ಯಕ್ಷಗಾನ ಪ್ರದರ್ಶನ ಎಲ್ಲರ ಮೆಚ್ಚುಗೆ ಗಳಿಸಿತು: [1310, 1704, 1517, 1732]
sash: [1372, 1471, 1471, 1625]
dasara-body-1: ಮಂಗಳೂರು: ದಸರಾ ಹಬ್ಬ ಮಹತ್ವವು ನಂಬಿಕೆ, ಸಂಸ್ಕೃತಿ ಹಾಗೂ ಒಗ್ಗಟ್ಟಿನ ಪ್ರತೀಕ. ಕುದ್ರೋಳಿಯಲ್ಲಿ ನಡೆಯುತ್ತಿರುವ ಈ ಉತ್ಸವ ಮಂಗಳೂರನ್ನು ಮತ್ತಷ್ಟು ವಿಖ್ಯಾತಗೊಳಿಸಿದೆ ಎಂದು ಭಾರತೀಯ ಸ್ಟೇಟ್ ಬ್ಯಾಂಕ್ ಪ್ರಾದೇಶಿಕ ಪ್ರಧಾನ ವ್ಯವಸ್ಥಾಪಕ ಡಾ.ಎ.ವೆಂಕಟರಮಣ ಅಕ್ಕರಾಜು ಹೇಳಿದರು. ಕುದ್ರೋಳಿ ಶ್ರೀ ಗೋಕರ್ಣನಾಥ ಕ್ಷೇತ್ರದಲ್ಲಿ ನಡೆಯುತ್ತಿರುವ ದಸರಾ ಮಹೋತ್ಸವದ ಸಾಂಸ್ಕೃತಿಕ ಕಾರ್ಯಕ್ರಮಕ್ಕೆ ಸೋಮವಾರ ಚಾಲನೆ ನೀಡಿ ಮಾತನಾಡಿದರು. ಮಂಗಳೂರು ದಸರಾ ಮೈಸೂರು ದಸರಾದಷ್ಟೇ ಪ್ರಸಿದ್ಧಿ ಪಡೆದಿದೆ. ಭಾರತೀಯ ಸಂಸ್ಕೃತಿ, ಧರ್ಮ, ಸಂಸ್ಕೃತಿ ಹಾಗೂ ಪರಂಪರೆಯನ್ನು ಉಳಿಸುವ ಕೆಲಸವನ್ನು ಈ ಕ್ಷೇತ್ರ ಮಾಡುತ್ತಿದೆ. ಇಂತಹ ಧಾರ್ಮಿಕ ಕಾರ್ಯಕ್ರಮಗಳಲ್ಲಿ ಎಲ್ಲರೂ ಪಾಲ್ಗೊಳ್ಳಬೇಕು ಎಂದರು.: [38, 2158, 269, 2294]
quote-icon: ❝: [1043, 742, 1072, 785]
sharada-body-1: ಮಂಗಳೂರು: ಶ್ರೀ ಶಾರದಾ ಸೇವಾ ಟ್ರಸ್ಟ್ ಕೊಲ್ಯ, ಸಾರ್ವಜನಿಕ ಶ್ರೀ ಶಾರದಾ ಮಹೋತ್ಸವ ಸಮಿತಿ ಕೊಲ್ಯ ಕೋಟೆಕಾರು ವತಿಯಿಂದ 44ನೇ ವರ್ಷದ ಶ್ರೀ ಶಾರದಾ ಮಹೋತ್ಸವ ಸೆ.29ರಿಂದ ಅ.1ರವರೆಗೆ ನಡೆಯಲಿದೆ. ಸೆ.29ರಂದು ಬೆಳಗ್ಗೆ 9ಕ್ಕೆ ಸೋಮೇಶ್ವರ ಸೋಮನಾಥ ದೇವಸ್ಥಾನದ ಅರ್ಚಕ ಮಧ್ವೇಶ ಭಟ್ ಶಾರದಾ ವಿಗ್ರಹ ಪ್ರತಿಷ್ಠಾಪನೆ ನಡೆಸಲಿದ್ದಾರೆ. 11 ಗಂಟೆಗೆ ಧಾರ್ಮಿಕ ಸಭಾ ಕಾರ್ಯಕ್ರಮವನ್ನು ಕರಾವಳಿ ಕಾಲೇಜಿನ ಸಮೂಹ ಸಂಸ್ಥೆಗಳ ಸ್ಥಾಪಕಾಧ್ಯಕ್ಷ ಗಣೇಶ್ ಎನ್. ರಾವ್ ಉದ್ಘಾಟಿಸಲಿದ್ದಾರೆ. ಲೆಡಿಹಿಲ್ ಎಸ್.ಎಲ್. ಶೆಟ್ ಡೈಮಂಡ್ ಹೌಸ್‌ನ ಮಾಲಕ ಎಂ. ರವೀಂದ್ರ ಶೆಟ್ ಅಧ್ಯಕ್ಷತೆ ವಹಿಸಲಿದ್ದಾರೆ. ಕೃಷ್ಣ ಶಿವಪ್ರಸಾ ಕುಂಟುಕ್ಕಿಲ ಧಾರ್ಮಿಕ ಉಪನ್ಯಾಸ ನೀಡಲಿದ್ದಾರೆ. ಜಿಲ್ಲಾ ಕೋಟೆಕಾರು ವ್ಯವಸಾಯ ಸೇವಾ ಸಹಕಾರಿ ಬ್ಯಾಂಕ್ ಅಧ್ಯಕ್ಷ ಕೃಷ್ಣ ಶೆಟ್ಟಿ, ಪಟ್ಟಣ ಪಂಚಾಯತ್ ಸದಸ್ಯ ಸುರೇಶ್ ಕುಂಡಲ, ಉದ್ಯಮಿಗಳಾದ ಪ್ರಣಾಮ ಕೊಲ್ಯ, ಪವಿತ್ರಾ ಸುರೇಶ್, ಆದಿತ್ಯ ಪ್ರವೀಣ್ ಸುವರ್ಣ ಬಗಂಬಿಲ, ಕಾವು ಪಂಚಲಿಂಗೇಶ್ವರ ದೇವಸ್ಥಾನ: [963, 234, 1236, 384]
masthead-city: ಮಂಗಳೂರು: [1382, 120, 1434, 135]
brand-tagline: ರಾಷ್ಟ್ರ ಜಾಗೃತಿಯ ದೈನಿಕ: [108, 83, 171, 93]
koraga-story: [341, 1195, 779, 2039]
column-rule: [785, 1195, 786, 2039]
brief-body: ಬೆಳ್ತಂಗಡಿ: ವಾಣಿ ಪದವಿ ಪೂರ್ವ ಕಾಲೇಜಿನಲ್ಲಿ 21 ವರ್ಷ ಪ್ರಾಚಾರ್ಯರಾಗಿ ಸೇವೆ ಸಲ್ಲಿಸಿ ನಿವೃತ್ತರಾದ ಡಿ. ಯದುಪತಿ ಗೌಡ ಅವರನ್ನು ಕಾಲೇಜಿನ ಆಡಳಿತ ಮಂಡಳಿ ವತಿಯಿಂದ ಸನ್ಮಾನಿಸಲಾಯಿತು. ಕಾಲೇಜಿನ ಸಂಚಾಲಕರು, ಅಧ್ಯಕ್ಷರು ಹಾಗೂ ಉಪನ್ಯಾಸಕ ವೃಂದ, ವಿದ್ಯಾರ್ಥಿಗಳು ಉಪಸ್ಥಿತರಿದ್ದರು. ಸಮಾರಂಭದಲ್ಲಿ ಗಣ್ಯರು ಶುಭ ಹಾರೈಸಿದರು. ನೂತನ ಪ್ರಾಚಾರ್ಯರು ಸ್ವಾಗತಿಸಿದರು.: [49, 1289, 316, 1356]
cyan-dot: [1385, 2359, 1396, 2370]
brief-title: ನಿವೃತ್ತರಾದ ವಾಣಿ ಕಾಲೇಜಿನ ಪ್ರಾಚಾರ್ಯರಿಗೆ ಸನ್ಮಾನ: [91, 1227, 275, 1278]
sharada-body-2: ಬಜಾರ್‌ನ ವ್ಯವಸ್ಥಾಪನಾ ಸಮಿತಿ ಅಧ್ಯಕ್ಷ ರಾಮಚಂದ್ರ ಆಳ್ವ, ನಿವೃತ್ತ ಅಧ್ಯಾಪಕ ಕೆ.ಆರ್. ಚಂದ್ರ, ಜಿಲ್ಲಾ ಮಹಿಳಾ ಮೋರ್ಚಾ ಮಂಗಳೂರು ಮಂಡಲದ ಅಧ್ಯಕ್ಷ ಮಾಲತಿ ಉಳ್ಳಾಲ, ಕೋಟೆಕಾರ್ ಪ.ಪಂ.ನ ಕೌನ್ಸಿಲರ್ ರಾಘವ ಗಟ್ಟಿ ಭಾಗವಹಿಸಲಿದ್ದಾರೆ ಎಂದು ಕೊಲ್ಯ ಶ್ರೀ ಶಾರದಾ ಸೇವಾ ಟ್ರಸ್ಟ್‌ನ ಪ್ರಧಾನ ಕಾರ್ಯದರ್ಶಿ ರಾಜೇಶ್ ಕುಮಾರ್ ಕೆ.ಎನ್. ಮಂಗಳವಾರ ಸುದ್ದಿಗೋಷ್ಠಿಯಲ್ಲಿ ತಿಳಿಸಿದರು. ಭಜನಾ ಸ್ಪರ್ಧೆ, ಸಾಂಸ್ಕೃತಿಕ ಕಾರ್ಯಕ್ರಮಗಳು, ಮಹಾಪೂಜೆ ನಡೆಯಲಿದೆ. ಸಿಂಧೂರ ರಾಜು, ಜಾನ ಸಾಧಕ ಹಿಮಾಂಶು ಕೊಲ್ಯ, ಸಾಧಕರಾದ ರಾಮಚಂದ್ರ ಕುಂಡಲ, ಪ್ರಕಾಶ್ ಎಸ್., ರಮೇಶ್ ಎಂ. ಕೋಟ್ಯಾನ್ ಅವರನ್ನು ಸನ್ಮಾನಿಸಲಾಗುವುದು. ಅ.1ರಂದು ಸಂಜೆ 5.30ಕ್ಕೆ ಮಂಗಳ ಪೂಜೆ ಬಳಿಕ ಶೋಭಾಯಾತ್ರೆ ಹೊರಟು ಸೋಮೇಶ್ವರ ಕಡಲ ಕಿನಾರೆಯಲ್ಲಿ ಜಲಸ್ತಂಭನಗೊಳಿಸಲಾಗುವುದು ಎಂದರು. ಟ್ರಸ್ಟ್‌ನ ಅಧ್ಯಕ್ಷ ಮೋಹನ್ ಶೆಟ್ಟಿ ಕುಂಡಲ, ಉಪಾಧ್ಯಕ್ಷ ಪ್ರವೀಣ್ ಪೂಜಾರಿ ಕೊಲ್ಯ, ಕೋಶಾಧಿಕಾರಿ ಉಮೇಶ್ ಕುಂಬಳ, ಸಮಿತಿಯ ಅಧ್ಯಕ್ಷ ಗಣೇಶ್ ಕೊಲ್ಯ ಉಪಸ್ಥಿತರಿದ್ದರು.: [1250, 234, 1524, 398]
biscuit-title: ಗೇರುಹಣ್ಣಿನ ಬಿಸ್ಕತ್, ಕುಕ್ಕೀಸ್!: [524, 613, 1344, 707]
dasara-inauguration-photo: [281, 2157, 726, 2265]
nutrition-box: ಪೌಷ್ಟಿಕಾಂಶವುಳ್ಳ ಬಿಸ್ಕತ್, ಕುಕ್ಕೀಸ್ ಬೇಕರಿ ಉತ್ಪನ್ನಗಳಲ್ಲಿ ಬಳಸುವ ರಿಫೈನ್ಡ್ ಫ್ಲೋರ್, ರಿಫೈನ್ಡ್ ಸಕ್ಕರೆ, ಮೈದಾ ಇಲ್ಲದೆಯೂ ಮನುಷ್ಯನ ಆರೋಗ್ಯದ ಮೇಲೆ ದುಷ್ಪರಿಣಾಮವನ್ನು ಬೀರುತ್ತದೆ. ಈ ಉತ್ಪನ್ನದಲ್ಲಿ ಅಗತ್ಯ ಕಡಿಮೆ ಪೌಷ್ಟಿಕಾಂಶಯುಕ್ತ, ಆರೋಗ್ಯಕ್ಕೆ ಪೂರಕವಾದ ಬಿಸ್ಕತ್ತು ಮತ್ತು ಕುಕ್ಕೀಸ್‌ಗಳನ್ನು ಹಲವು ಸಂಶೋಧನೆಗಳ ಮೂಲಕ ಗೇರು ಸಂಶೋಧನಾ ನಿರ್ದೇಶನಾಲಯ ಸಿದ್ಧಪಡಿಸಿದೆ.: [1282, 742, 1527, 961]
dignitaries: [304, 2180, 703, 2265]
miss-india-body-2: ಸಂಸ್ಥೆಯ ಆಡಳಿತ ನಿರ್ದೇಶಕ, ರಾಜ್ಯ ಪ್ರಶಸ್ತಿ ಪುರಸ್ಕೃತ ಉಮೇಶ್ ಕುಮಾರ್ ಮತ್ತು ಜಾನಕಿ ಅವರ ಪುತ್ರಿ.: [1310, 1764, 1527, 1789]
masthead-date: 24 ಸೆಪ್ಟೆಂಬರ್ 2025: [1298, 94, 1429, 113]
column-rule: [1077, 1195, 1078, 2039]
mangaladevi-story: [986, 2058, 1527, 2355]
dasara-kicker: ಮಂಗಳೂರು ದಸರಾ ಸಾಂಸ್ಕೃತಿಕ ಕಾರ್ಯಕ್ರಮಕ್ಕೆ ಚಾಲನೆ ನೀಡಿ ಡಾ.ಎ.ವೆಂಕಟರಮಣ ಅಕ್ಕರಾಜು: [209, 2061, 797, 2084]
cookies-photo: [568, 742, 799, 957]
cultural-box: ಸಾಂಸ್ಕೃತಿಕ ವೈಭವ ಸೋಮವಾರ ವಿದುಷಿ ವಿಜಯಾ ಲಕ್ಷ್ಮಿ ಕಾಂತ್ ಜೋಗಿ ಶೆಟ್ಟಿ ಮತ್ತು ಬಳಗದವರಿಂದ ಭರತನಾಟ್ಯ ಕಲಾಮೃತ ಮಂಗಳೂರು ತಂಡದಿಂದ ನಾಟ್ಯಸಂಭ್ರಮ, ಉಡುಪಿಯ ವಿದ್ವಾನ್ ಸುಧೀರ್ ರಾವ್, ವಿದುಷಿ ಮಾನಸಿ ಸುಧೀರ್ ನೇತೃತ್ವದ ನೃತ್ಯನಿಕೇತನ ಕೊಡವೂರು ಕಲಾವಿದರಿಂದ ನೃತ್ಯರೂಪಕ ಶಾರದಾ (ಲಲಿತ ವಿಜಯದ ಕತೆ) ನಡೆಯಿತು.: [736, 2158, 968, 2245]
biscuit-image-caption: ಗೇರು ಸಂಶೋಧನಾ ಕೇಂದ್ರವು ಗೇರು ಹಣ್ಣಿನ ಹಿಂಡಿ ಬಳಸಿ ತಯಾರಿಸಿದ ಕುಕ್ಕೀಸ್ ಮತ್ತು ಗೇರು ಬೀಜದ ಮೇಲೆ ಬಳಸಿ ತಯಾರಿಸಿದ ಕುಕ್ಕೀಸ್, ಬಿಸ್ಕತ್ತು ಸಿದ್ಧಪಡಿಸಿದೆ.: [805, 983, 998, 1026]
spectacles-distribution-photo: [794, 1284, 1070, 1543]
biscuit-kicker: ಗೇರು ಸಂಶೋಧನಾ ನಿರ್ದೇಶನಾಲಯದಿಂದ ಮತ್ತೊಂದು ಆವಿಷ್ಕಾರ | ಪೌಷ್ಟಿಕಾಂಶಗಳ ಆಗರ: [608, 558, 1259, 585]
trophy-icon: [255, 938, 283, 975]
